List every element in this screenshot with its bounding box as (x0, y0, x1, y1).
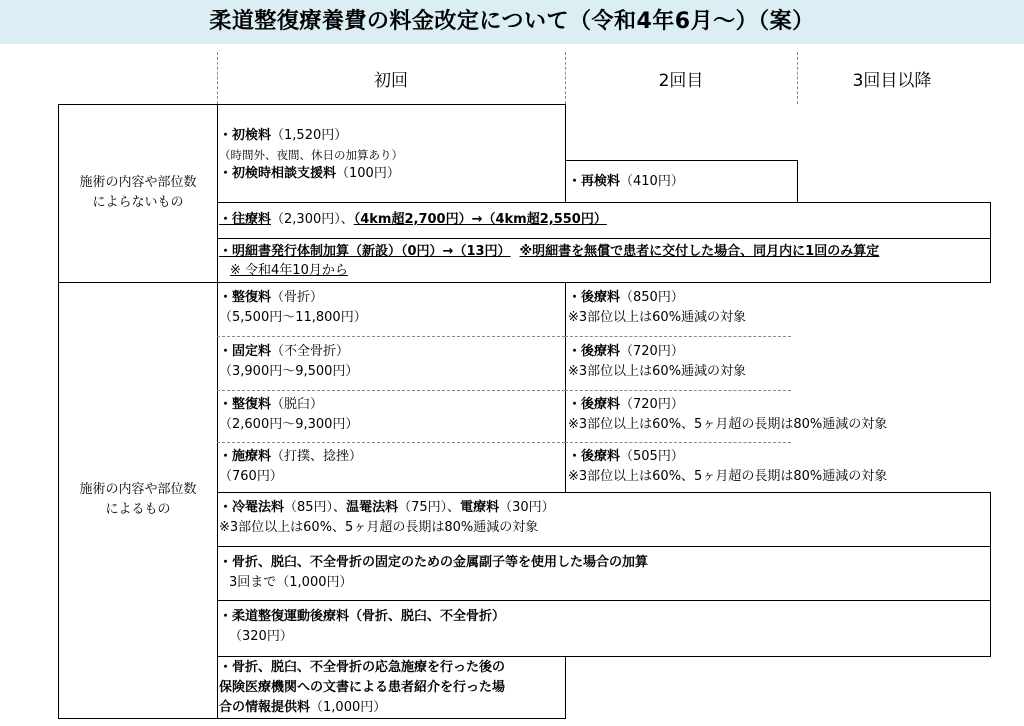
initial-exam-fee: ・初検料（1,520円） (219, 128, 348, 143)
header-second: 2回目 (658, 71, 704, 91)
travel-fee: ・往療料（2,300円）、（4km超2,700円）→（4km超2,550円） (219, 212, 607, 227)
treatment-4: ・施療料（打撲、捻挫） （760円） (219, 449, 363, 484)
after-treatment-3: ・後療料（720円） ※3部位以上は60%、5ヶ月超の長期は80%逓減の対象 (568, 397, 888, 432)
exercise-fee: ・柔道整復運動後療料（骨折、脱臼、不全骨折） （320円） (219, 609, 506, 644)
page-title: 柔道整復療養費の料金改定について（令和4年6月～）（案） (209, 9, 815, 34)
initial-consult-fee: ・初検時相談支援料（100円） (219, 166, 400, 181)
after-treatment-4: ・後療料（505円） ※3部位以上は60%、5ヶ月超の長期は80%逓減の対象 (568, 449, 888, 484)
after-treatment-2: ・後療料（720円） ※3部位以上は60%逓減の対象 (568, 344, 747, 379)
treatment-2: ・固定料（不全骨折） （3,900円～9,500円） (219, 344, 359, 379)
re-exam-fee: ・再検料（410円） (568, 174, 684, 189)
treatment-3: ・整復料（脱臼） （2,600円～9,300円） (219, 397, 359, 432)
treatment-1: ・整復料（骨折） （5,500円～11,800円） (219, 290, 367, 325)
title-bar (0, 0, 1024, 44)
after-treatment-1: ・後療料（850円） ※3部位以上は60%逓減の対象 (568, 290, 747, 325)
header-first: 初回 (374, 71, 408, 91)
physio-fees: ・冷罨法料（85円）、温罨法料（75円）、電療料（30円） ※3部位以上は60%、5ヶ月超の長期は80%逓減の対象 (219, 500, 555, 535)
statement-start: ※ 令和4年10月から (230, 263, 348, 278)
statement-fee: ・明細書発行体制加算（新設）（0円）→（13円） ※明細書を無償で患者に交付した場合、同月内に1回のみ算定 (219, 244, 880, 259)
row-label-dependent: 施術の内容や部位数 によるもの (79, 482, 197, 517)
info-provision-fee: ・骨折、脱臼、不全骨折の応急施療を行った後の 保険医療機関への文書による患者紹介を行った場 合の情報提供料（1,000円） (219, 660, 506, 715)
row-label-independent: 施術の内容や部位数 によらないもの (79, 175, 197, 210)
initial-exam-note: （時間外、夜間、休日の加算あり） (219, 148, 403, 162)
metal-splint-fee: ・骨折、脱臼、不全骨折の固定のための金属副子等を使用した場合の加算 3回まで（1,000円） (219, 555, 649, 590)
header-third: 3回目以降 (852, 71, 932, 91)
